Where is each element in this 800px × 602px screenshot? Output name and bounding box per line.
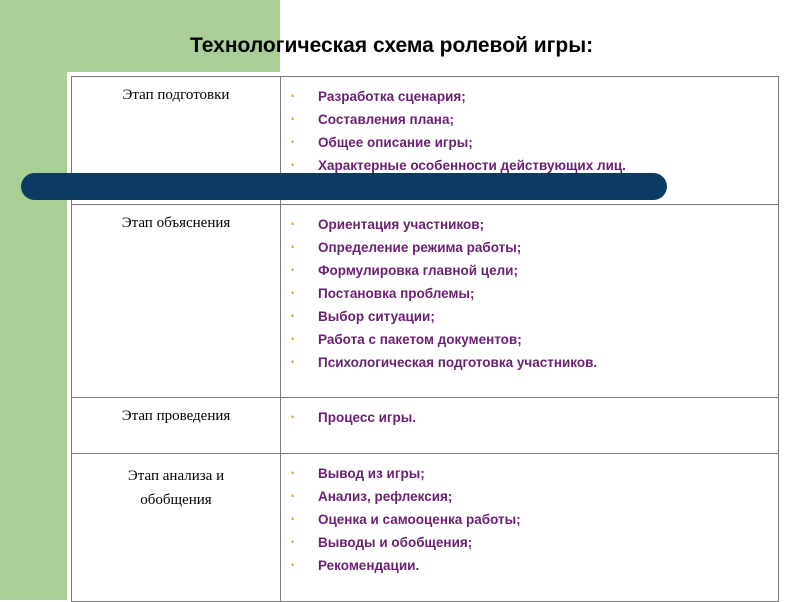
list-item: • Работа с пакетом документов; xyxy=(291,328,772,351)
list-item: • Общее описание игры; xyxy=(291,131,772,154)
list-item: • Психологическая подготовка участников. xyxy=(291,351,772,374)
stage-name-label: Этап проведения xyxy=(121,408,231,424)
list-item: • Анализ, рефлексия; xyxy=(291,485,772,508)
list-item: • Разработка сценария; xyxy=(291,85,772,108)
stage-name xyxy=(72,205,281,398)
list-item: • Определение режима работы; xyxy=(291,236,772,259)
stage-name-label: Этап анализа и xyxy=(127,468,225,484)
stages-table xyxy=(71,76,779,602)
stage-items xyxy=(281,454,779,602)
table-row xyxy=(72,205,779,398)
list-item: • Характерные особенности действующих лиц. xyxy=(291,154,772,177)
stage-name xyxy=(72,398,281,454)
list-item: • Составления плана; xyxy=(291,108,772,131)
list-item: • Выводы и обобщения; xyxy=(291,531,772,554)
table-row xyxy=(72,398,779,454)
stage-name-label: обобщения xyxy=(140,492,212,508)
list-item: • Вывод из игры; xyxy=(291,462,772,485)
list-item: • Формулировка главной цели; xyxy=(291,259,772,282)
table-row xyxy=(72,454,779,602)
list-item: • Выбор ситуации; xyxy=(291,305,772,328)
stage-items xyxy=(281,205,779,398)
stage-name xyxy=(72,454,281,602)
list-item: • Ориентация участников; xyxy=(291,213,772,236)
stage-name-label: Этап объяснения xyxy=(121,215,231,231)
list-item: • Оценка и самооценка работы; xyxy=(291,508,772,531)
list-item: • Процесс игры. xyxy=(291,406,772,429)
list-item: • Постановка проблемы; xyxy=(291,282,772,305)
list-item: • Рекомендации. xyxy=(291,554,772,577)
decorative-bar xyxy=(21,173,667,200)
stage-items xyxy=(281,398,779,454)
slide-title: Технологическая схема ролевой игры: xyxy=(190,34,594,57)
stage-name-label: Этап подготовки xyxy=(122,87,230,103)
